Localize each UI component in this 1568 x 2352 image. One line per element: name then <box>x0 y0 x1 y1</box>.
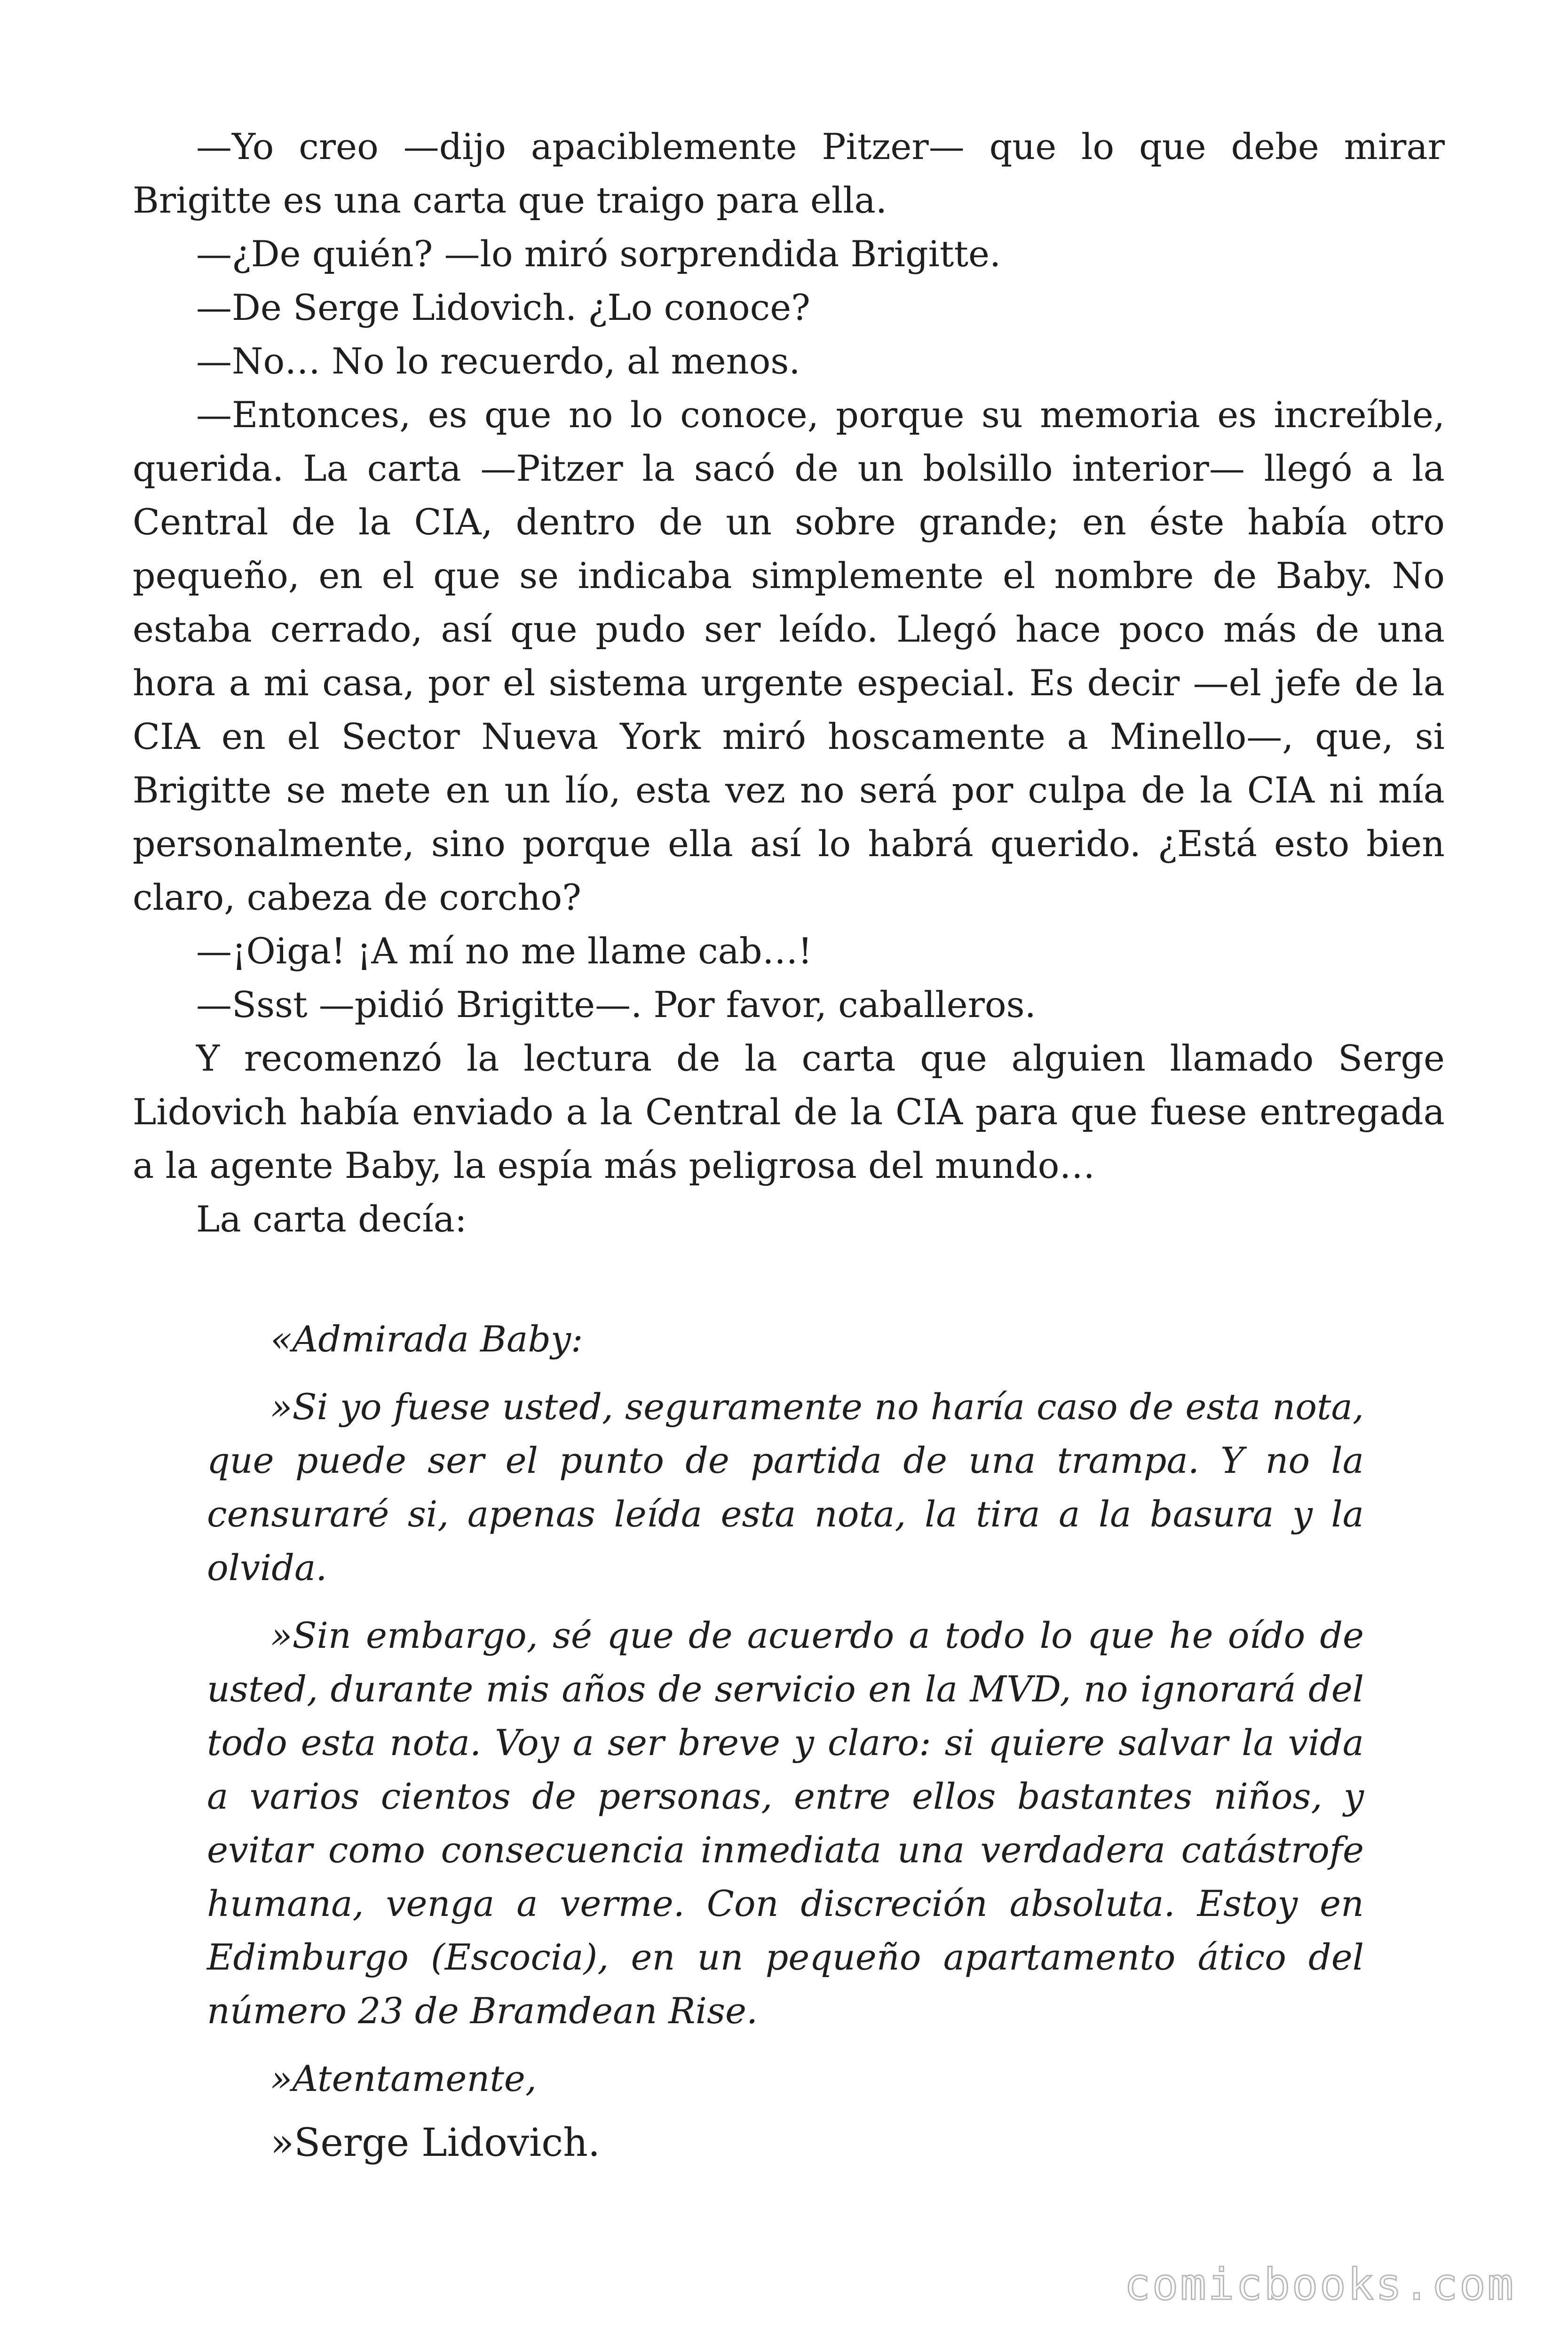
letter-paragraph-2: »Sin embargo, sé que de acuerdo a todo lo que he oído de usted, durante mis años de servicio en la MVD, no ignorará del todo esta nota. Voy a ser breve y claro: si quiere salvar la vida a varios cientos de personas, entre ellos bastantes niños, y evitar como consecuencia inmediata una verdadera catástrofe humana, venga a verme. Con discreción absoluta. Estoy en Edimburgo (Escocia), en un pequeño apartamento ático del número 23 de Bramdean Rise. <box>207 1614 1364 2032</box>
paragraph-6: —¡Oiga! ¡A mí no me llame cab…! <box>196 930 813 972</box>
paragraph-2: —¿De quién? —lo miró sorprendida Brigitte. <box>196 233 1001 275</box>
letter-salutation: «Admirada Baby: <box>270 1318 583 1360</box>
letter-closing: »Atentamente, <box>270 2058 537 2099</box>
letter-paragraph-1: »Si yo fuese usted, seguramente no haría caso de esta nota, que puede ser el punto de partida de una trampa. Y no la censuraré si, apenas leída esta nota, la tira a la basura y la olvida. <box>207 1386 1364 1589</box>
paragraph-4: —No… No lo recuerdo, al menos. <box>196 340 800 382</box>
watermark: comicbooks.com <box>1124 2259 1515 2310</box>
paragraph-1: —Yo creo —dijo apaciblemente Pitzer— que lo que debe mirar Brigitte es una carta que traigo para ella. <box>133 126 1445 221</box>
paragraph-7: —Ssst —pidió Brigitte—. Por favor, caballeros. <box>196 984 1036 1025</box>
paragraph-8: Y recomenzó la lectura de la carta que alguien llamado Serge Lidovich había enviado a la Central de la CIA para que fuese entregada a la agente Baby, la espía más peligrosa del mundo… <box>133 1037 1445 1186</box>
body-text <box>133 120 1445 1246</box>
letter <box>207 1312 1364 2171</box>
paragraph-3: —De Serge Lidovich. ¿Lo conoce? <box>196 286 810 328</box>
letter-signature: »Serge Lidovich. <box>270 2121 601 2165</box>
paragraph-9: La carta decía: <box>196 1198 467 1240</box>
paragraph-5: —Entonces, es que no lo conoce, porque su memoria es increíble, querida. La carta —Pitzer la sacó de un bolsillo interior— llegó a la Central de la CIA, dentro de un sobre grande; en éste había otro pequeño, en el que se indicaba simplemente el nombre de Baby. No estaba cerrado, así que pudo ser leído. Llegó hace poco más de una hora a mi casa, por el sistema urgente especial. Es decir —el jefe de la CIA en el Sector Nueva York miró hoscamente a Minello—, que, si Brigitte se mete en un lío, esta vez no será por culpa de la CIA ni mía personalmente, sino porque ella así lo habrá querido. ¿Está esto bien claro, cabeza de corcho? <box>133 394 1445 918</box>
